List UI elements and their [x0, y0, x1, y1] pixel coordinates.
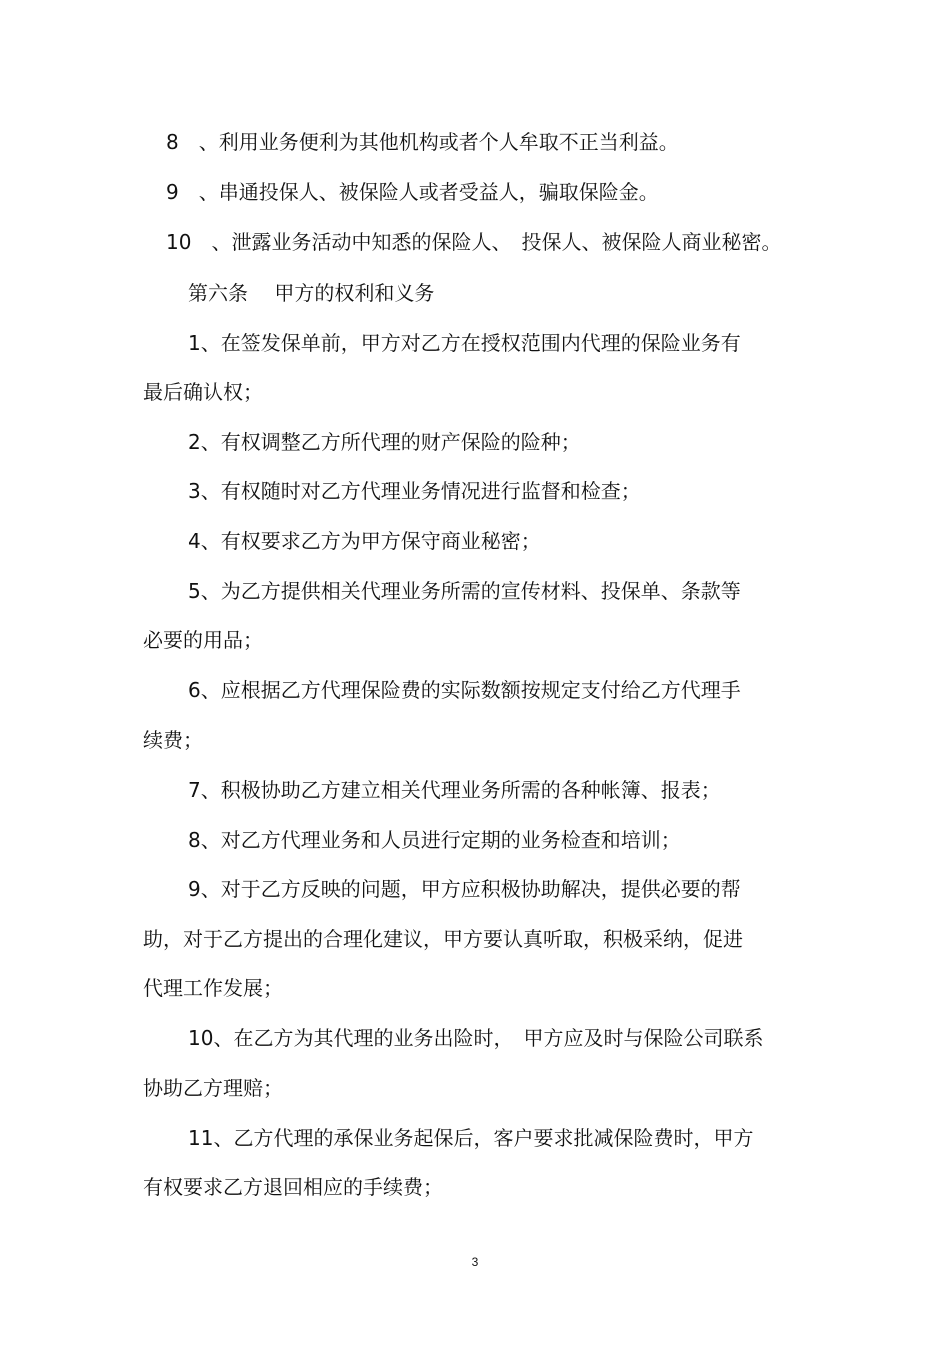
section-heading: 第六条 甲方的权利和义务	[188, 281, 435, 305]
text-line: 1、在签发保单前，甲方对乙方在授权范围内代理的保险业务有	[188, 331, 741, 355]
text-line: 4、有权要求乙方为甲方保守商业秘密；	[188, 529, 541, 553]
text-line: 7、积极协助乙方建立相关代理业务所需的各种帐簿、报表；	[188, 778, 721, 802]
text-line: 9 、串通投保人、被保险人或者受益人，骗取保险金。	[166, 180, 659, 204]
text-line: 11、乙方代理的承保业务起保后，客户要求批减保险费时，甲方	[188, 1126, 754, 1150]
text-line: 协助乙方理赔；	[143, 1076, 283, 1100]
text-line: 5、为乙方提供相关代理业务所需的宣传材料、投保单、条款等	[188, 579, 741, 603]
text-line: 8 、利用业务便利为其他机构或者个人牟取不正当利益。	[166, 130, 679, 154]
text-line: 代理工作发展；	[143, 976, 283, 1000]
text-line: 最后确认权；	[143, 380, 263, 404]
text-line: 10、在乙方为其代理的业务出险时， 甲方应及时与保险公司联系	[188, 1026, 764, 1050]
text-line: 必要的用品；	[143, 628, 263, 652]
text-line: 10 、泄露业务活动中知悉的保险人、 投保人、被保险人商业秘密。	[166, 230, 782, 254]
text-line: 有权要求乙方退回相应的手续费；	[143, 1175, 443, 1199]
text-line: 8、对乙方代理业务和人员进行定期的业务检查和培训；	[188, 828, 681, 852]
text-line: 6、应根据乙方代理保险费的实际数额按规定支付给乙方代理手	[188, 678, 741, 702]
text-line: 3、有权随时对乙方代理业务情况进行监督和检查；	[188, 479, 641, 503]
text-line: 续费；	[143, 728, 203, 752]
page-number: 3	[471, 1255, 479, 1269]
text-line: 9、对于乙方反映的问题，甲方应积极协助解决，提供必要的帮	[188, 877, 741, 901]
text-line: 2、有权调整乙方所代理的财产保险的险种；	[188, 430, 581, 454]
text-line: 助，对于乙方提出的合理化建议，甲方要认真听取，积极采纳，促进	[143, 927, 743, 951]
